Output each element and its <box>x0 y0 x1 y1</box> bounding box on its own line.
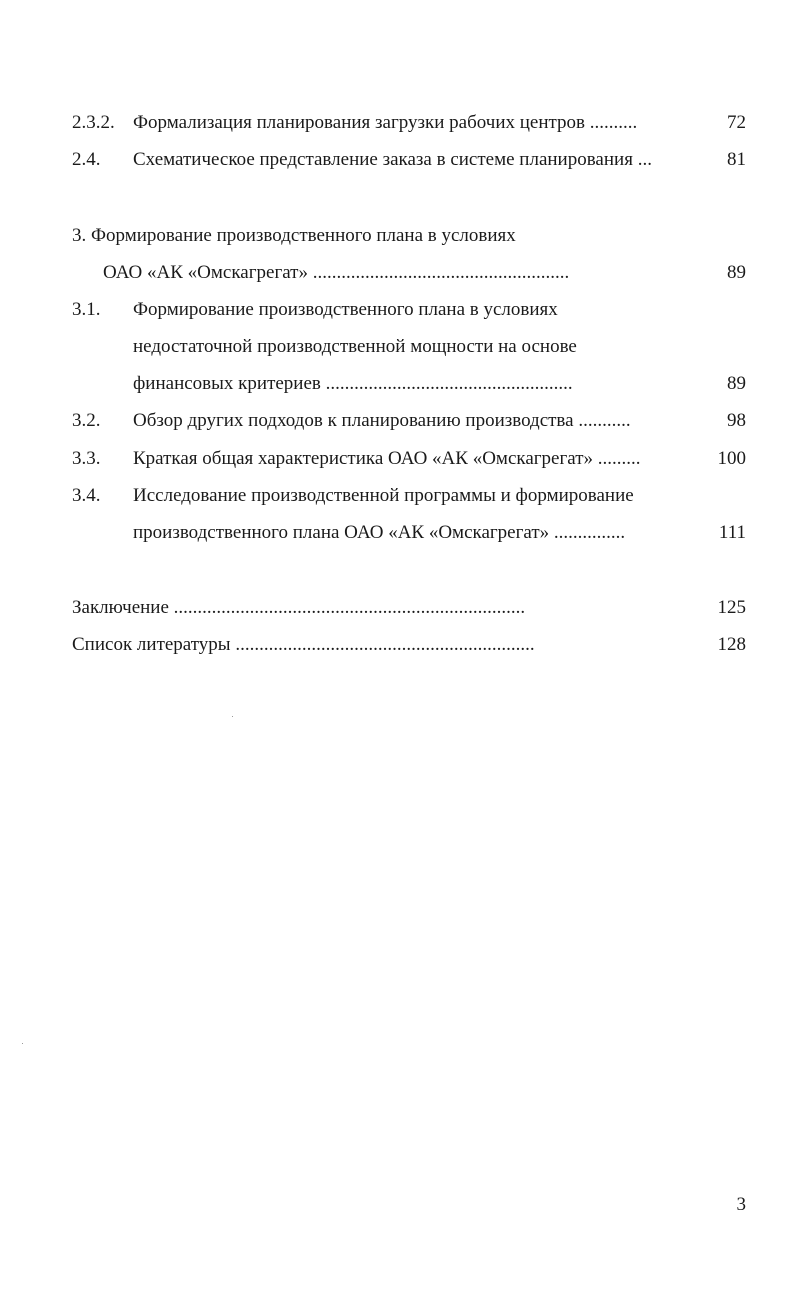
toc-entry-page: 125 <box>717 597 746 618</box>
toc-entry-title: ОАО «АК «Омскагрегат» ...................................................... <box>103 262 570 283</box>
toc-entry-title: Формализация планирования загрузки рабочих центров .......... <box>133 112 638 133</box>
toc-entry-number: 3.3. <box>72 448 101 469</box>
toc-entry-title: Список литературы ............................................................... <box>72 634 535 655</box>
toc-entry-3-4 <box>0 481 798 511</box>
toc-entry-3-1 <box>0 295 798 325</box>
page-number: 3 <box>736 1194 746 1215</box>
toc-entry-conclusion <box>0 593 798 623</box>
toc-entry-title: Исследование производственной программы и формирование <box>133 485 634 506</box>
toc-entry-number: 3.1. <box>72 299 101 320</box>
toc-entry-number: 3.4. <box>72 485 101 506</box>
toc-entry-3-1-cont <box>0 332 798 362</box>
toc-entry-title: Схематическое представление заказа в системе планирования ... <box>133 149 652 170</box>
toc-entry-title: Обзор других подходов к планированию производства ........... <box>133 410 631 431</box>
toc-entry-page: 100 <box>717 448 746 469</box>
toc-entry-references <box>0 630 798 660</box>
toc-entry-number: 3.2. <box>72 410 101 431</box>
toc-entry-page: 89 <box>727 373 746 394</box>
toc-entry-3-heading-cont <box>0 258 798 288</box>
toc-entry-page: 89 <box>727 262 746 283</box>
toc-entry-3-2 <box>0 406 798 436</box>
toc-entry-title: недостаточной производственной мощности на основе <box>133 336 577 357</box>
scan-speck <box>232 716 233 717</box>
scan-speck <box>22 1043 23 1044</box>
toc-entry-3-heading <box>0 221 798 251</box>
toc-entry-page: 111 <box>718 522 746 543</box>
toc-entry-3-1-cont2 <box>0 369 798 399</box>
toc-entry-3-3 <box>0 444 798 474</box>
toc-entry-title: Заключение .......................................................................... <box>72 597 526 618</box>
toc-entry-title: Краткая общая характеристика ОАО «АК «Омскагрегат» ......... <box>133 448 641 469</box>
toc-entry-2-4 <box>0 145 798 175</box>
toc-entry-3-4-cont <box>0 518 798 548</box>
toc-entry-number: 2.3.2. <box>72 112 115 133</box>
toc-entry-title: Формирование производственного плана в условиях <box>133 299 558 320</box>
toc-entry-title: производственного плана ОАО «АК «Омскагрегат» ............... <box>133 522 626 543</box>
toc-entry-title: финансовых критериев .................................................... <box>133 373 573 394</box>
toc-entry-title: 3. Формирование производственного плана в условиях <box>72 225 516 246</box>
toc-entry-page: 72 <box>727 112 746 133</box>
toc-entry-page: 98 <box>727 410 746 431</box>
toc-entry-page: 81 <box>727 149 746 170</box>
toc-entry-2-3-2 <box>0 108 798 138</box>
toc-entry-number: 2.4. <box>72 149 101 170</box>
toc-entry-page: 128 <box>717 634 746 655</box>
